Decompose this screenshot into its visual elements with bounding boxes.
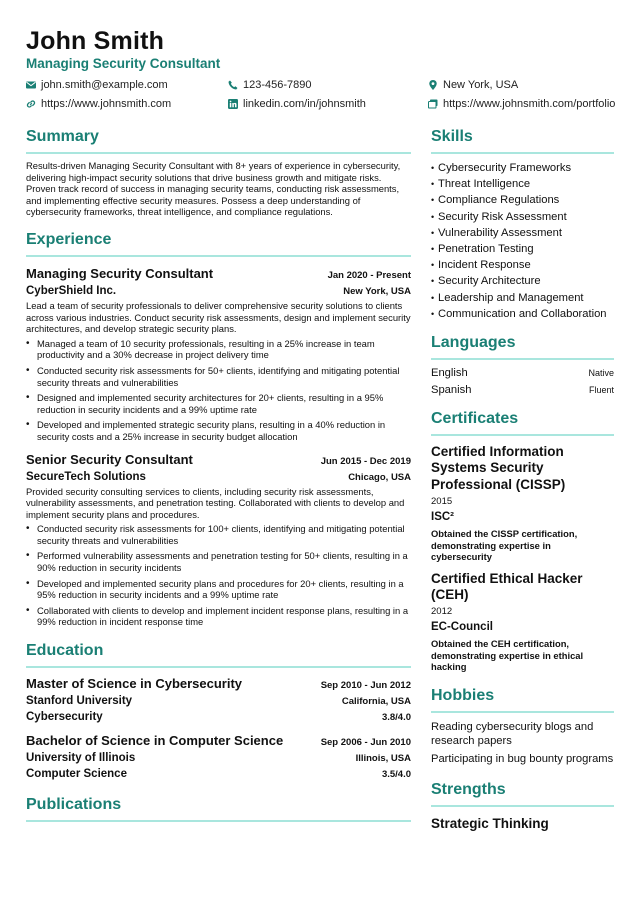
skill-item: • Cybersecurity Frameworks: [431, 160, 614, 176]
certificates-section: [431, 410, 614, 673]
skill-item: • Communication and Collaboration: [431, 306, 614, 322]
certificate-year: 2015: [431, 495, 453, 507]
contact-phone-text: 123-456-7890: [243, 79, 312, 91]
skill-item: • Security Risk Assessment: [431, 209, 614, 225]
contact-website[interactable]: [26, 98, 171, 110]
language-level: Native: [588, 368, 614, 379]
job-title: Senior Security Consultant: [26, 451, 193, 467]
edu-field: Cybersecurity: [26, 711, 103, 724]
job-description: Lead a team of security professionals to deliver comprehensive security solutions to clients across various industries. Conduct security risk assessments, design and implement security architectures, and develop strategic security plans.: [26, 299, 411, 335]
languages-section: [431, 334, 614, 396]
job-location: Chicago, USA: [348, 471, 411, 483]
language-name: English: [431, 367, 468, 380]
certificates-heading: Certificates: [431, 410, 614, 436]
language-level: Fluent: [588, 385, 614, 396]
contact-location: [428, 79, 518, 91]
job-achievements: [26, 523, 411, 628]
linkedin-icon: [228, 99, 238, 109]
contact-email[interactable]: [26, 79, 168, 91]
job-date: Jun 2015 - Dec 2019: [320, 455, 411, 467]
edu-location: Illinois, USA: [355, 753, 411, 765]
job-entry: [26, 452, 411, 629]
achievement-item: • Performed vulnerability assessments and penetration testing for 50+ clients, resulting in a 90% reduction in security incidents: [37, 550, 411, 573]
contact-location-text: New York, USA: [443, 79, 519, 91]
job-entry: [26, 266, 411, 443]
contact-website-text: https://www.johnsmith.com: [41, 98, 172, 110]
skills-list: [431, 160, 614, 322]
strengths-heading: Strengths: [431, 781, 614, 807]
certificate-issuer: EC-Council: [431, 621, 493, 634]
edu-date: Sep 2006 - Jun 2010: [320, 737, 411, 749]
certificate-name: Certified Information Systems Security Professional (CISSP): [431, 444, 566, 492]
portfolio-icon: [428, 99, 438, 109]
publications-section: [26, 796, 411, 822]
education-entry: [26, 676, 411, 723]
language-entry: [431, 367, 614, 379]
certificate-entry: [431, 571, 614, 673]
experience-heading: Experience: [26, 231, 411, 257]
right-column: [431, 128, 614, 831]
experience-section: [26, 231, 411, 628]
certificate-description: Obtained the CISSP certification, demonstrating expertise in cybersecurity: [431, 527, 578, 563]
achievement-item: • Collaborated with clients to develop and implement incident response plans, resulting in a 99% reduction in incident response time: [37, 605, 411, 628]
strengths-section: [431, 781, 614, 831]
certificate-name: Certified Ethical Hacker (CEH): [431, 570, 583, 602]
language-entry: [431, 384, 614, 396]
edu-school: University of Illinois: [26, 752, 136, 765]
job-description: Provided security consulting services to clients, including security risk assessments, vulnerability assessments, and penetration testing. Collaborated with clients to develop and implement security plans and procedures.: [26, 485, 405, 520]
summary-section: [26, 128, 411, 218]
strength-item: Strategic Thinking: [431, 815, 549, 831]
contact-phone[interactable]: [228, 79, 312, 91]
skill-item: • Vulnerability Assessment: [431, 225, 614, 241]
certificate-year: 2012: [431, 606, 453, 618]
edu-gpa: 3.8/4.0: [381, 712, 411, 724]
location-pin-icon: [428, 80, 438, 90]
job-company: CyberShield Inc.: [26, 284, 117, 297]
contact-linkedin-text: linkedin.com/in/johnsmith: [243, 98, 366, 110]
achievement-item: • Managed a team of 10 security professionals, resulting in a 25% increase in team productivity and a 30% decrease in project delivery time: [37, 338, 411, 361]
skills-section: [431, 128, 614, 322]
summary-heading: Summary: [26, 128, 411, 154]
publications-heading: Publications: [26, 796, 411, 822]
hobby-item: Participating in bug bounty programs: [431, 753, 614, 766]
left-column: [26, 128, 411, 822]
candidate-name: John Smith: [26, 27, 165, 55]
job-achievements: [26, 338, 411, 443]
edu-gpa: 3.5/4.0: [381, 769, 411, 781]
achievement-item: • Conducted security risk assessments for 50+ clients, identifying and mitigating potential security threats and vulnerabilities: [37, 365, 411, 388]
contact-portfolio[interactable]: [428, 98, 615, 110]
skill-item: • Security Architecture: [431, 273, 614, 289]
skill-item: • Incident Response: [431, 257, 614, 273]
email-icon: [26, 80, 36, 90]
language-name: Spanish: [431, 384, 472, 397]
summary-text: Results-driven Managing Security Consultant with 8+ years of experience in cybersecurity, delivering high-impact security solutions that drive business growth and mitigate risks. Proven track record of success in managing security teams, conducting risk assessments, and implementing effective security measures. Possess a deep understanding of cybersecurity frameworks, threat intelligence, and compliance regulations.: [26, 160, 401, 218]
hobbies-section: [431, 687, 614, 767]
languages-heading: Languages: [431, 334, 614, 360]
certificate-description: Obtained the CEH certification, demonstrating expertise in ethical hacking: [431, 638, 584, 673]
edu-school: Stanford University: [26, 695, 133, 708]
education-section: [26, 642, 411, 780]
skill-item: • Penetration Testing: [431, 241, 614, 257]
education-entry: [26, 733, 411, 780]
contact-linkedin[interactable]: [228, 98, 366, 110]
achievement-item: • Developed and implemented strategic security plans, resulting in a 40% reduction in security costs and a 25% increase in security budget allocation: [37, 419, 411, 442]
certificate-issuer: ISC²: [431, 510, 454, 523]
link-icon: [26, 99, 36, 109]
contact-email-text: john.smith@example.com: [41, 79, 168, 91]
certificate-entry: [431, 444, 614, 563]
achievement-item: • Developed and implemented security plans and procedures for 20+ clients, resulting in a 95% reduction in security incidents and a 99% uptime rate: [37, 578, 411, 601]
hobbies-heading: Hobbies: [431, 687, 614, 713]
contact-portfolio-text: https://www.johnsmith.com/portfolio: [443, 98, 616, 110]
hobby-item: Reading cybersecurity blogs and research papers: [431, 721, 594, 747]
job-location: New York, USA: [343, 285, 411, 297]
edu-date: Sep 2010 - Jun 2012: [320, 680, 411, 692]
skill-item: • Threat Intelligence: [431, 176, 614, 192]
skill-item: • Compliance Regulations: [431, 192, 614, 208]
edu-location: California, USA: [341, 696, 411, 708]
education-heading: Education: [26, 642, 411, 668]
achievement-item: • Conducted security risk assessments for 100+ clients, identifying and mitigating potential security threats and vulnerabilities: [37, 523, 411, 546]
candidate-title: Managing Security Consultant: [26, 56, 221, 71]
edu-degree: Bachelor of Science in Computer Science: [26, 733, 284, 749]
job-company: SecureTech Solutions: [26, 470, 146, 483]
skills-heading: Skills: [431, 128, 614, 154]
phone-icon: [228, 80, 238, 90]
achievement-item: • Designed and implemented security architectures for 20+ clients, resulting in a 95% reduction in security incidents and a 99% uptime rate: [37, 392, 411, 415]
skill-item: • Leadership and Management: [431, 290, 614, 306]
job-date: Jan 2020 - Present: [327, 269, 411, 281]
job-title: Managing Security Consultant: [26, 265, 214, 281]
edu-degree: Master of Science in Cybersecurity: [26, 676, 243, 692]
edu-field: Computer Science: [26, 768, 127, 781]
